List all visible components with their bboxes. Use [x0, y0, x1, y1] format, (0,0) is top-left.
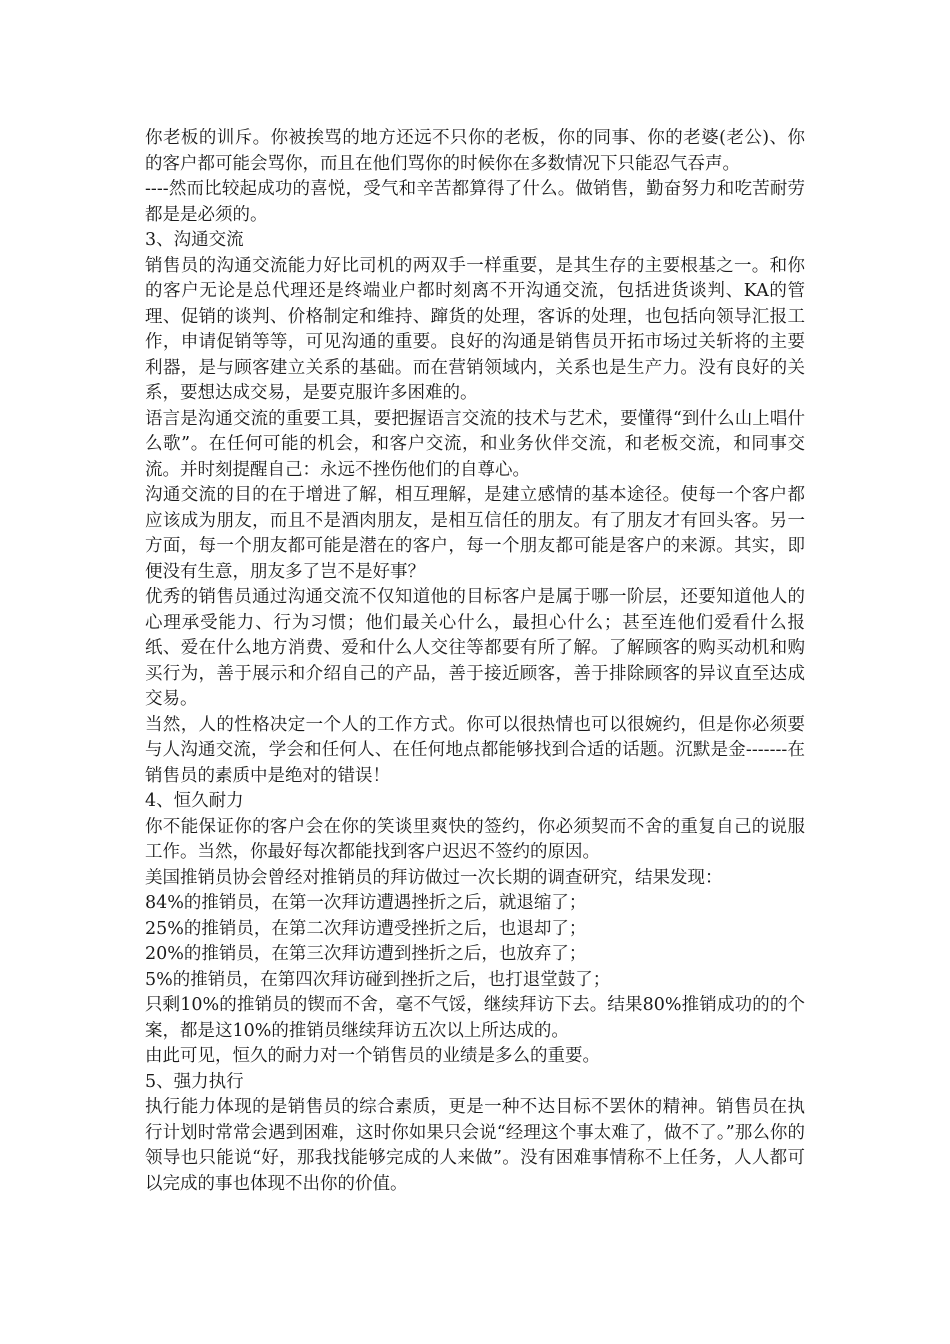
document-page — [145, 126, 805, 1197]
paragraph-5: 沟通交流的目的在于增进了解，相互理解，是建立感情的基本途径。使每一个客户都应该成为朋友，而且不是酒肉朋友，是相互信任的朋友。有了朋友才有回头客。另一方面，每一个朋友都可能是潜在的客户，每一个朋友都可能是客户的来源。其实，即便没有生意，朋友多了岂不是好事？ — [145, 485, 805, 582]
paragraph-6: 优秀的销售员通过沟通交流不仅知道他的目标客户是属于哪一阶层，还要知道他人的心理承受能力、行为习惯；他们最关心什么，最担心什么；甚至连他们爱看什么报纸、爱在什么地方消费、爱和什么人交往等都要有所了解。了解顾客的购买动机和购买行为，善于展示和介绍自己的产品，善于接近顾客，善于排除顾客的异议直至达成交易。 — [145, 587, 805, 709]
paragraph-8: 你不能保证你的客户会在你的笑谈里爽快的签约，你必须契而不舍的重复自己的说服工作。当然，你最好每次都能找到客户迟迟不签约的原因。 — [145, 816, 805, 862]
paragraph-11: 由此可见，恒久的耐力对一个销售员的业绩是多么的重要。 — [145, 1046, 600, 1066]
stat-line-1: 84%的推销员，在第一次拜访遭遇挫折之后，就退缩了； — [145, 893, 587, 913]
section-heading-execution: 5、强力执行 — [145, 1071, 244, 1092]
stat-line-2: 25%的推销员，在第二次拜访遭受挫折之后，也退却了； — [145, 918, 587, 939]
section-heading-communication: 3、沟通交流 — [145, 230, 244, 250]
paragraph-1: 你老板的训斥。你被挨骂的地方还远不只你的老板，你的同事、你的老婆(老公)、你的客户都可能会骂你，而且在他们骂你的时候你在多数情况下只能忍气吞声。 — [145, 128, 805, 174]
stat-line-4: 5%的推销员，在第四次拜访碰到挫折之后，也打退堂鼓了； — [145, 969, 611, 990]
paragraph-10: 只剩10%的推销员的锲而不舍，毫不气馁，继续拜访下去。结果80%推销成功的的个案，都是这10%的推销员继续拜访五次以上所达成的。 — [145, 995, 805, 1041]
paragraph-3: 销售员的沟通交流能力好比司机的两双手一样重要，是其生存的主要根基之一。和你的客户无论是总代理还是终端业户都时刻离不开沟通交流，包括进货谈判、KA的管理、促销的谈判、价格制定和维持、蹿货的处理，客诉的处理，也包括向领导汇报工作，申请促销等等，可见沟通的重要。良好的沟通是销售员开拓市场过关斩将的主要利器，是与顾客建立关系的基础。而在营销领域内，关系也是生产力。没有良好的关系，要想达成交易，是要克服许多困难的。 — [145, 255, 805, 403]
paragraph-7: 当然，人的性格决定一个人的工作方式。你可以很热情也可以很婉约，但是你必须要与人沟通交流，学会和任何人、在任何地点都能够找到合适的话题。沉默是金-------在销售员的素质中是绝对的错误！ — [145, 714, 805, 786]
stat-line-3: 20%的推销员，在第三次拜访遭到挫折之后，也放弃了； — [145, 944, 587, 964]
section-heading-endurance: 4、恒久耐力 — [145, 791, 244, 811]
paragraph-12: 执行能力体现的是销售员的综合素质，更是一种不达目标不罢休的精神。销售员在执行计划时常常会遇到困难，这时你如果只会说“经理这个事太难了，做不了。”那么你的领导也只能说“好，那我找能够完成的人来做”。没有困难事情称不上任务，人人都可以完成的事也体现不出你的价值。 — [145, 1097, 805, 1194]
paragraph-9: 美国推销员协会曾经对推销员的拜访做过一次长期的调查研究，结果发现： — [145, 867, 723, 888]
paragraph-4: 语言是沟通交流的重要工具，要把握语言交流的技术与艺术，要懂得“到什么山上唱什么歌”。在任何可能的机会，和客户交流，和业务伙伴交流，和老板交流，和同事交流。并时刻提醒自己：永远不挫伤他们的自尊心。 — [145, 408, 805, 480]
paragraph-2: ----然而比较起成功的喜悦，受气和辛苦都算得了什么。做销售，勤奋努力和吃苦耐劳都是是必须的。 — [145, 179, 805, 225]
